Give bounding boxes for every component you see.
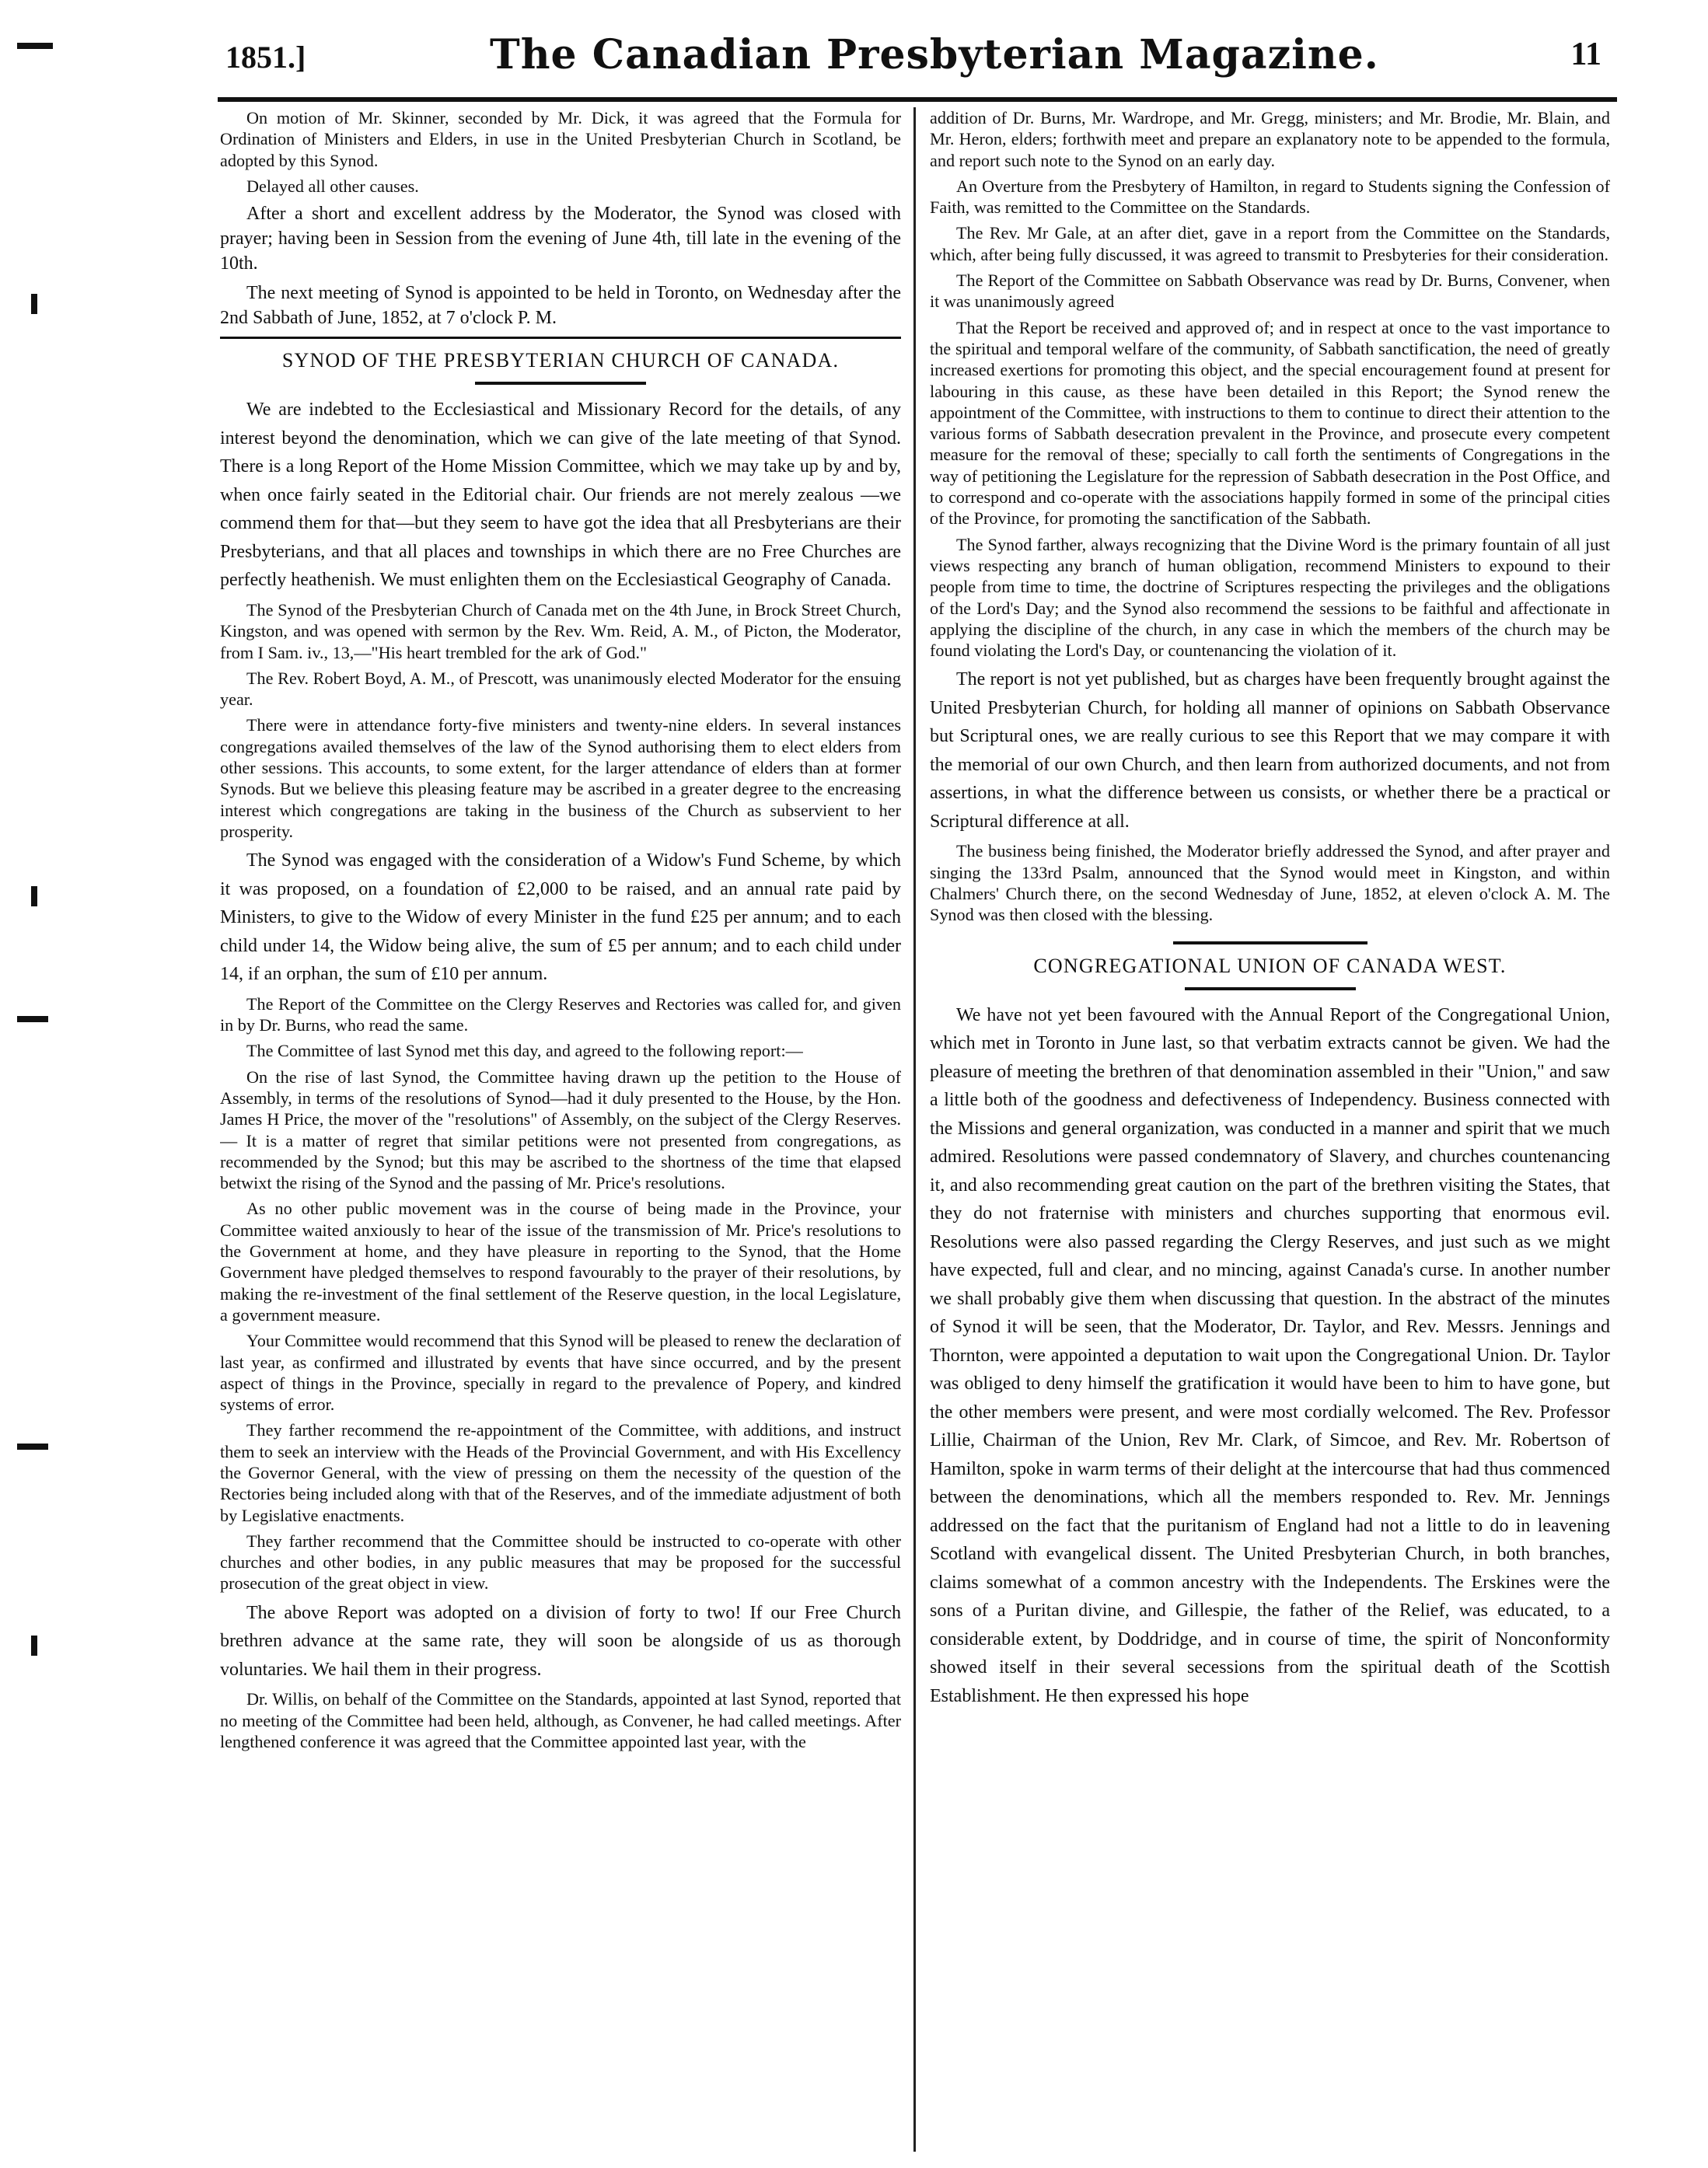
paragraph: addition of Dr. Burns, Mr. Wardrope, and Mr. Gregg, ministers; and Mr. Brodie, Mr. Blain, and Mr. Heron, elders; forthwith meet and prepare an explanatory note to be appended to the formula, and report such note to the Synod on an early day. xyxy=(930,108,1610,170)
paragraph: The Committee of last Synod met this day, and agreed to the following report:— xyxy=(246,1041,803,1061)
page-header xyxy=(225,31,1601,81)
paragraph: The Rev. Robert Boyd, A. M., of Prescott, was unanimously elected Moderator for the ensuing year. xyxy=(220,668,901,710)
paragraph: Dr. Willis, on behalf of the Committee on the Standards, appointed at last Synod, reported that no meeting of the Committee had been held, although, as Convener, he had called meetings. After lengthened conference it was agreed that the Committee appointed last year, with the xyxy=(220,1689,901,1751)
paragraph: The Rev. Mr Gale, at an after diet, gave in a report from the Committee on the Standards, which, after being fully discussed, it was agreed to transmit to Presbyteries for their consideration. xyxy=(930,223,1610,264)
paragraph: There were in attendance forty-five ministers and twenty-nine elders. In several instances congregations availed themselves of the law of the Synod authorising them to elect elders from other sessions. This accounts, to some extent, for the larger attendance of elders than at former Synods. But we believe this pleasing feature may be ascribed in a greater degree to the encreasing interest which congregations are taking in the business of the Church as subservient to her prosperity. xyxy=(220,715,901,841)
paragraph: That the Report be received and approved of; and in respect at once to the vast importance to the spiritual and temporal welfare of the community, of Sabbath sanctification, the need of greatly increased exertions for promoting this object, and the special encouragement found at present for labouring in this cause, as these have been detailed in this Report; the Synod renew the appointment of the Committee, with instructions to them to continue to direct their attention to the various forms of Sabbath desecration prevalent in the Province, and prosecute every competent measure for the removal of these; specially to call forth the sentiments of Congregations in the way of petitioning the Legislature for the repression of Sabbath desecration in the Post Office, and to correspond and co-operate with the associations happily formed in some of the principal cities of the Province, for promoting the sanctification of the Sabbath. xyxy=(930,317,1610,529)
paragraph: On motion of Mr. Skinner, seconded by Mr. Dick, it was agreed that the Formula for Ordination of Ministers and Elders, in use in the United Presbyterian Church in Scotland, be adopted by this Synod. xyxy=(220,108,901,170)
paragraph: The Synod of the Presbyterian Church of Canada met on the 4th June, in Brock Street Church, Kingston, and was opened with sermon by the Rev. Wm. Reid, A. M., of Picton, the Moderator, from I Sam. iv., 13,—"His heart trembled for the ark of God." xyxy=(220,599,901,662)
paragraph: The Synod was engaged with the consideration of a Widow's Fund Scheme, by which it was proposed, on a foundation of £2,000 to be raised, and an annual rate paid by Ministers, to give to the Widow of every Minister in the fund £25 per annum; and to each child under 14, the Widow being alive, the sum of £5 per annum; and to each child under 14, if an orphan, the sum of £10 per annum. xyxy=(220,850,901,985)
margin-mark xyxy=(17,1016,48,1022)
paragraph: The next meeting of Synod is appointed to be held in Toronto, on Wednesday after the 2nd Sabbath of June, 1852, at 7 o'clock P. M. xyxy=(220,283,901,329)
header-rule xyxy=(218,97,1617,102)
margin-mark xyxy=(31,1636,37,1656)
section-heading: SYNOD OF THE PRESBYTERIAN CHURCH OF CANADA. xyxy=(281,349,840,372)
paragraph: We are indebted to the Ecclesiastical and Missionary Record for the details, of any interest beyond the denomination, which we can give of the late meeting of that Synod. There is a long Report of the Home Mission Committee, which we may take up by and by, when once fairly seated in the Editorial chair. Our friends are not merely zealous —we commend them for that—but they seem to have got the idea that all Presbyterians are their Presbyterians, and that all places and townships in which there are no Free Churches are perfectly heathenish. We must enlighten them on the Ecclesiastical Geography of Canada. xyxy=(220,400,901,591)
margin-mark xyxy=(31,886,37,906)
margin-mark xyxy=(17,43,53,49)
paragraph: The report is not yet published, but as charges have been frequently brought against the United Presbyterian Church, for holding all manner of opinions on Sabbath Observance but Scriptural ones, we are really curious to see this Report that we may compare it with the memorial of our own Church, and then learn from authorized documents, and not from assertions, in what the difference between us consists, or whether there be a practical or Scriptural difference at all. xyxy=(930,669,1610,832)
section-rule xyxy=(475,382,646,385)
paragraph: An Overture from the Presbytery of Hamilton, in regard to Students signing the Confession of Faith, was remitted to the Committee on the Standards. xyxy=(930,176,1610,218)
paragraph: Delayed all other causes. xyxy=(246,176,419,196)
paragraph: Your Committee would recommend that this Synod will be pleased to renew the declaration of last year, as confirmed and illustrated by events that have since occurred, and by the present aspect of things in the Province, specially in regard to the prevalence of Popery, and kindred systems of error. xyxy=(220,1331,901,1415)
page-number: 11 xyxy=(1570,37,1601,72)
magazine-title: The Canadian Presbyterian Magazine. xyxy=(490,31,1379,79)
paragraph: They farther recommend that the Committee should be instructed to co-operate with other churches and other bodies, in any public measures that may be proposed for the successful prosecution of the great object in view. xyxy=(220,1531,901,1594)
paragraph: The Report of the Committee on the Clergy Reserves and Rectories was called for, and given in by Dr. Burns, who read the same. xyxy=(220,993,901,1035)
paragraph: As no other public movement was in the course of being made in the Province, your Committee waited anxiously to hear of the issue of the transmission of Mr. Price's resolutions to the Government at home, and they have pleasure in reporting to the Synod, that the Home Government have pledged themselves to respond favourably to the prayer of their resolutions, by making the re-investment of the final settlement of the Reserve question, in the local Legislature, a government measure. xyxy=(220,1199,901,1325)
paragraph: On the rise of last Synod, the Committee having drawn up the petition to the House of Assembly, in terms of the resolutions of Synod—had it duly presented to the House, by the Hon. James H Price, the mover of the "resolutions" of Assembly, on the subject of the Clergy Reserves.— It is a matter of regret that similar petitions were not presented from congregations, as recommended by the Synod; but this may be ascribed to the shortness of the time that elapsed betwixt the rising of the Synod and the passing of Mr. Price's resolutions. xyxy=(220,1067,901,1193)
margin-mark xyxy=(17,1444,48,1450)
column-divider xyxy=(913,107,916,2152)
paragraph: The business being finished, the Moderator briefly addressed the Synod, and after prayer and singing the 133rd Psalm, announced that the Synod would meet in Kingston, and within Chalmers' Church there, on the second Wednesday of June, 1852, at eleven o'clock A. M. The Synod was then closed with the blessing. xyxy=(930,841,1610,925)
paragraph: They farther recommend the re-appointment of the Committee, with additions, and instruct them to seek an interview with the Heads of the Provincial Government, and with His Excellency the Governor General, with the view of pressing on them the necessity of the question of the Rectories being included along with that of the Reserves, and of the immediate adjustment of both by Legislative enactments. xyxy=(220,1420,901,1525)
left-column xyxy=(220,107,901,2152)
paragraph: The above Report was adopted on a division of forty to two! If our Free Church brethren advance at the same rate, they will soon be alongside of us as thorough voluntaries. We hail them in their progress. xyxy=(220,1602,901,1680)
header-year: 1851.] xyxy=(225,40,306,75)
section-heading: CONGREGATIONAL UNION OF CANADA WEST. xyxy=(1033,954,1507,977)
section-rule xyxy=(220,337,901,339)
paragraph: The Synod farther, always recognizing that the Divine Word is the primary fountain of all just views respecting any branch of human obligation, recommend Ministers to expound to their people from time to time, the doctrine of Scriptures respecting the privileges and the obligations of the Lord's Day; and the Synod also recommend the sessions to be faithful and affectionate in applying the discipline of the church, in any case in which the members of the church may be found violating the Lord's Day, or countenancing the violation of it. xyxy=(930,534,1610,661)
margin-mark xyxy=(31,294,37,314)
paragraph: The Report of the Committee on Sabbath Observance was read by Dr. Burns, Convener, when it was unanimously agreed xyxy=(930,271,1610,312)
right-column xyxy=(930,107,1610,2152)
paragraph: We have not yet been favoured with the Annual Report of the Congregational Union, which met in Toronto in June last, so that verbatim extracts cannot be given. We had the pleasure of meeting the brethren of that denomination assembled in their "Union," and saw a little both of the goodness and defectiveness of Independency. Business connected with the Missions and general organization, was conducted in a manner and spirit that we much admired. Resolutions were passed condemnatory of Slavery, and churches countenancing it, and also recommending great caution on the part of the brethren visiting the States, that they do not fraternise with ministers and churches supporting that enormous evil. Resolutions were also passed regarding the Clergy Reserves, and just such as we might have expected, full and clear, and no mincing, against Canada's curse. In another number we shall probably give them when discussing that question. In the abstract of the minutes of Synod it will be seen, that the Moderator, Dr. Taylor, and Rev. Messrs. Jennings and Thornton, were appointed a deputation to wait upon the Congregational Union. Dr. Taylor was obliged to deny himself the gratification it would have been to him to have gone, but the other members were present, and were most cordially welcomed. The Rev. Professor Lillie, Chairman of the Union, Rev Mr. Clark, of Simcoe, and Rev. Mr. Robertson of Hamilton, spoke in warm terms of their delight at the intercourse that had thus commenced between the denominations, which all the members responded to. Rev. Mr. Jennings addressed on the fact that the puritanism of England had not a little to do in leavening Scotland with evangelical dissent. The United Presbyterian Church, in both branches, claims somewhat of a common ancestry with the Independents. The Erskines were the sons of a Puritan divine, and Gillespie, the father of the Relief, was educated, to a considerable extent, by Doddridge, and in course of time, the spirit of Nonconformity showed itself in their several secessions from the spiritual death of the Scottish Establishment. He then expressed his hope xyxy=(930,1004,1610,1706)
section-rule xyxy=(1173,941,1367,944)
paragraph: After a short and excellent address by the Moderator, the Synod was closed with prayer; having been in Session from the evening of June 4th, till late in the evening of the 10th. xyxy=(220,204,901,274)
section-rule xyxy=(1185,987,1356,990)
